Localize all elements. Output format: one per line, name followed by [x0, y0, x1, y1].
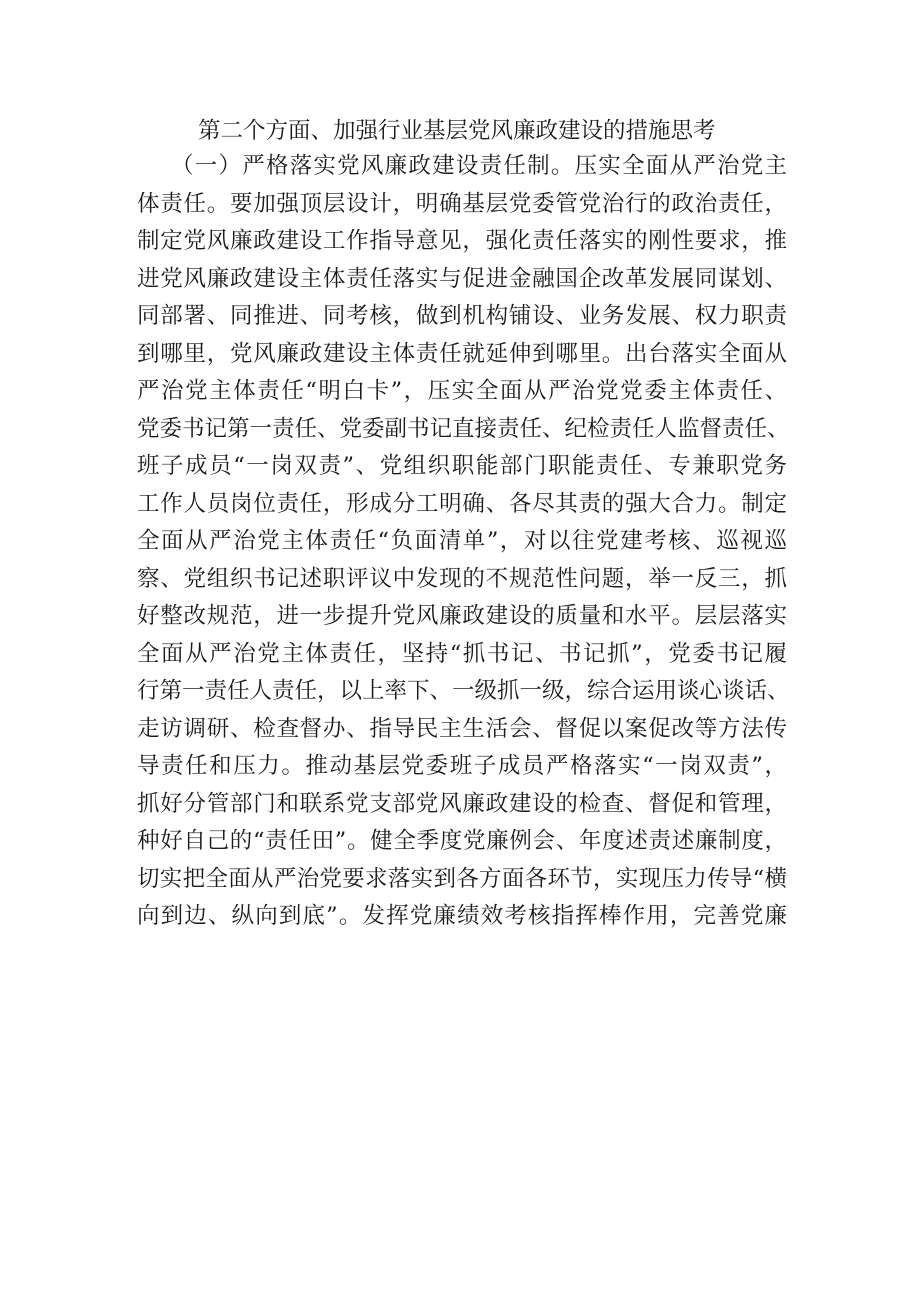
paragraph-line: 切实把全面从严治党要求落实到各方面各环节，实现压力传导“横 [137, 865, 787, 892]
paragraph-line: 进党风廉政建设主体责任落实与促进金融国企改革发展同谋划、 [137, 265, 787, 292]
paragraph-line: 制定党风廉政建设工作指导意见，强化责任落实的刚性要求，推 [137, 228, 787, 254]
paragraph-line: （一）严格落实党风廉政建设责任制。压实全面从严治党主 [171, 153, 787, 179]
paragraph-line: 导责任和压力。推动基层党委班子成员严格落实“一岗双责”， [137, 753, 787, 779]
paragraph-line: 严治党主体责任“明白卡”，压实全面从严治党党委主体责任、 [137, 378, 787, 404]
paragraph-line: 行第一责任人责任，以上率下、一级抓一级，综合运用谈心谈话、 [137, 678, 790, 704]
paragraph-line: 体责任。要加强顶层设计，明确基层党委管党治行的政治责任， [137, 190, 787, 217]
paragraph-line: 全面从严治党主体责任，坚持“抓书记、书记抓”，党委书记履 [137, 640, 787, 667]
paragraph-line: 好整改规范，进一步提升党风廉政建设的质量和水平。层层落实 [137, 603, 787, 629]
paragraph-line: 工作人员岗位责任，形成分工明确、各尽其责的强大合力。制定 [137, 490, 787, 517]
paragraph-line: 同部署、同推进、同考核，做到机构铺设、业务发展、权力职责 [137, 303, 787, 329]
paragraph-line: 班子成员“一岗双责”、党组织职能部门职能责任、专兼职党务 [137, 453, 787, 479]
paragraph-line: 到哪里，党风廉政建设主体责任就延伸到哪里。出台落实全面从 [137, 340, 787, 367]
paragraph-line: 种好自己的“责任田”。健全季度党廉例会、年度述责述廉制度， [137, 828, 787, 854]
paragraph-line: 走访调研、检查督办、指导民主生活会、督促以案促改等方法传 [137, 715, 787, 742]
body-paragraph [137, 148, 790, 936]
paragraph-line: 抓好分管部门和联系党支部党风廉政建设的检查、督促和管理， [137, 790, 787, 817]
paragraph-line: 党委书记第一责任、党委副书记直接责任、纪检责任人监督责任、 [137, 415, 790, 442]
paragraph-line: 全面从严治党主体责任“负面清单”，对以往党建考核、巡视巡 [137, 528, 787, 554]
section-heading: 第二个方面、加强行业基层党风廉政建设的措施思考 [198, 118, 716, 144]
paragraph-line: 察、党组织书记述职评议中发现的不规范性问题，举一反三，抓 [137, 565, 787, 592]
paragraph-line: 向到边、纵向到底”。发挥党廉绩效考核指挥棒作用，完善党廉 [137, 903, 787, 929]
